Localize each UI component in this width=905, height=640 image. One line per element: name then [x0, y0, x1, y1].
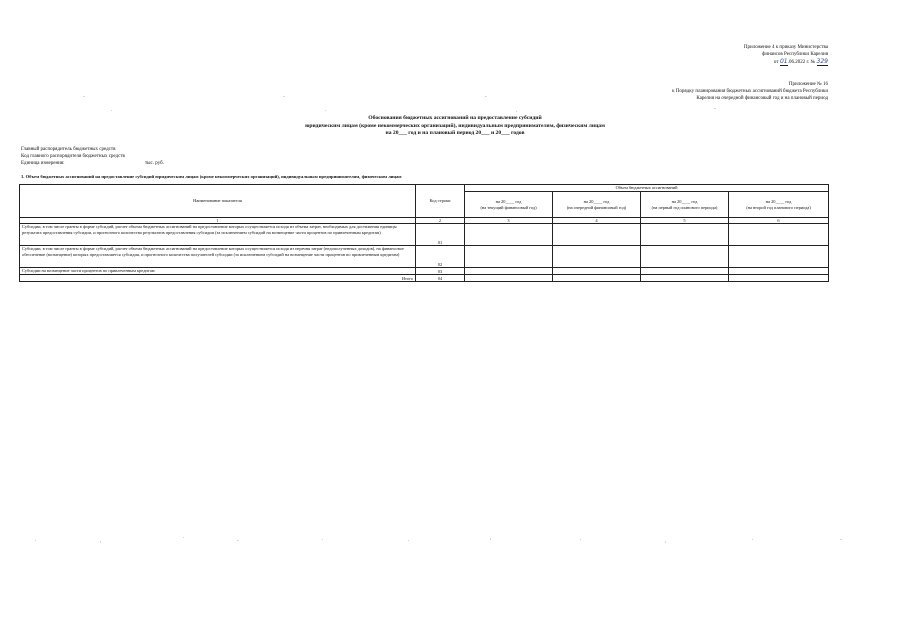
total-label: Итого — [20, 275, 416, 282]
table-row — [20, 268, 829, 275]
appendix-line-1: Приложение № 16 — [788, 82, 828, 87]
header-period-3: на 20____ год (на первый год планового периода) — [641, 192, 729, 218]
total-row — [20, 275, 829, 282]
title-line-3: на 20___ год и на плановый период 20___ и 20___ годов — [385, 130, 525, 136]
col-number: 5 — [641, 218, 729, 224]
row-cell[interactable] — [641, 246, 729, 268]
approval-date-line — [608, 58, 828, 66]
document-title — [150, 115, 760, 138]
col-number: 6 — [729, 218, 829, 224]
unit-line — [21, 160, 321, 167]
row-cell[interactable] — [553, 268, 641, 275]
total-cell[interactable] — [465, 275, 553, 282]
row-name: Субсидии, в том числе гранты в форме субсидий, расчет объема бюджетных ассигнований на предоставление которых осуществляется исходя из объема затрат, необходимых для достижения единицы результата предоставления субсидии, и прогнозного количества результатов предоставления субсидии (за исключением субсидий на возмещение части процентов по привлеченным кредитам) — [20, 224, 416, 246]
title-line-1: Обоснования бюджетных ассигнований на предоставление субсидий — [368, 115, 542, 121]
row-cell[interactable] — [729, 246, 829, 268]
row-code: 03 — [416, 268, 465, 275]
header-period-2: на 20____ год (на очередной финансовый год) — [553, 192, 641, 218]
col-number: 2 — [416, 218, 465, 224]
total-code: 04 — [416, 275, 465, 282]
row-cell[interactable] — [729, 268, 829, 275]
approval-number: 329 — [816, 58, 828, 65]
row-cell[interactable] — [641, 268, 729, 275]
appendix-line-2: к Порядку планирования бюджетных ассигнований бюджета Республики — [672, 89, 828, 94]
header-period-4: на 20____ год (на второй год планового периода) — [729, 192, 829, 218]
header-code: Код строки — [416, 185, 465, 218]
approval-date-prefix: от — [773, 60, 779, 65]
total-cell[interactable] — [641, 275, 729, 282]
meta-block — [21, 146, 321, 167]
approval-date-rest: .06.2022 г. № — [787, 60, 816, 65]
row-cell[interactable] — [465, 268, 553, 275]
section-1-heading: 1. Объем бюджетных ассигнований на предоставление субсидий юридическим лицам (кроме некоммерческих организаций), индивидуальным предпринимателям, физическим лицам — [21, 174, 402, 179]
row-name: Субсидии на возмещение части процентов по привлеченным кредитам — [20, 268, 416, 275]
approval-date-day: 01 — [779, 58, 788, 65]
appendix-block — [568, 81, 828, 102]
col-number: 1 — [20, 218, 416, 224]
approval-line-2: финансов Республики Карелия — [762, 52, 828, 57]
title-line-2: юридическим лицам (кроме некоммерческих организаций), индивидуальным предпринимателям, физическим лицам — [305, 122, 605, 129]
appendix-line-3: Карелия на очередной финансовый год и на плановый период — [696, 96, 828, 101]
row-name: Субсидии, в том числе гранты в форме субсидий, расчет объема бюджетных ассигнований на предоставление которых осуществляется исходя из перечня затрат (недополученных доходов), на финансовое обеспечение (возмещение) которых предоставляется субсидия, и прогнозного количества получателей субсидии (за исключением субсидий на возмещение части процентов по привлеченным кредитам) — [20, 246, 416, 268]
header-period-1: на 20____ год (на текущий финансовый год) — [465, 192, 553, 218]
table-row — [20, 246, 829, 268]
header-volume: Объем бюджетных ассигнований — [465, 185, 829, 192]
col-number: 3 — [465, 218, 553, 224]
row-cell[interactable] — [465, 224, 553, 246]
unit-label: Единица измерения: — [21, 161, 65, 166]
row-cell[interactable] — [553, 246, 641, 268]
approval-block — [608, 44, 828, 66]
total-cell[interactable] — [729, 275, 829, 282]
unit-value: тыс. руб. — [145, 161, 164, 166]
table-row — [20, 224, 829, 246]
approval-line-1: Приложение 4 к приказу Министерства — [743, 45, 828, 50]
col-number: 4 — [553, 218, 641, 224]
header-name: Наименование показателя — [20, 185, 416, 218]
total-cell[interactable] — [553, 275, 641, 282]
row-cell[interactable] — [553, 224, 641, 246]
row-cell[interactable] — [465, 246, 553, 268]
row-cell[interactable] — [729, 224, 829, 246]
chief-admin-label: Главный распорядитель бюджетных средств — [21, 147, 116, 152]
budget-table — [19, 184, 829, 282]
chief-code-label: Код главного распорядителя бюджетных средств — [21, 154, 125, 159]
row-code: 01 — [416, 224, 465, 246]
row-code: 02 — [416, 246, 465, 268]
row-cell[interactable] — [641, 224, 729, 246]
